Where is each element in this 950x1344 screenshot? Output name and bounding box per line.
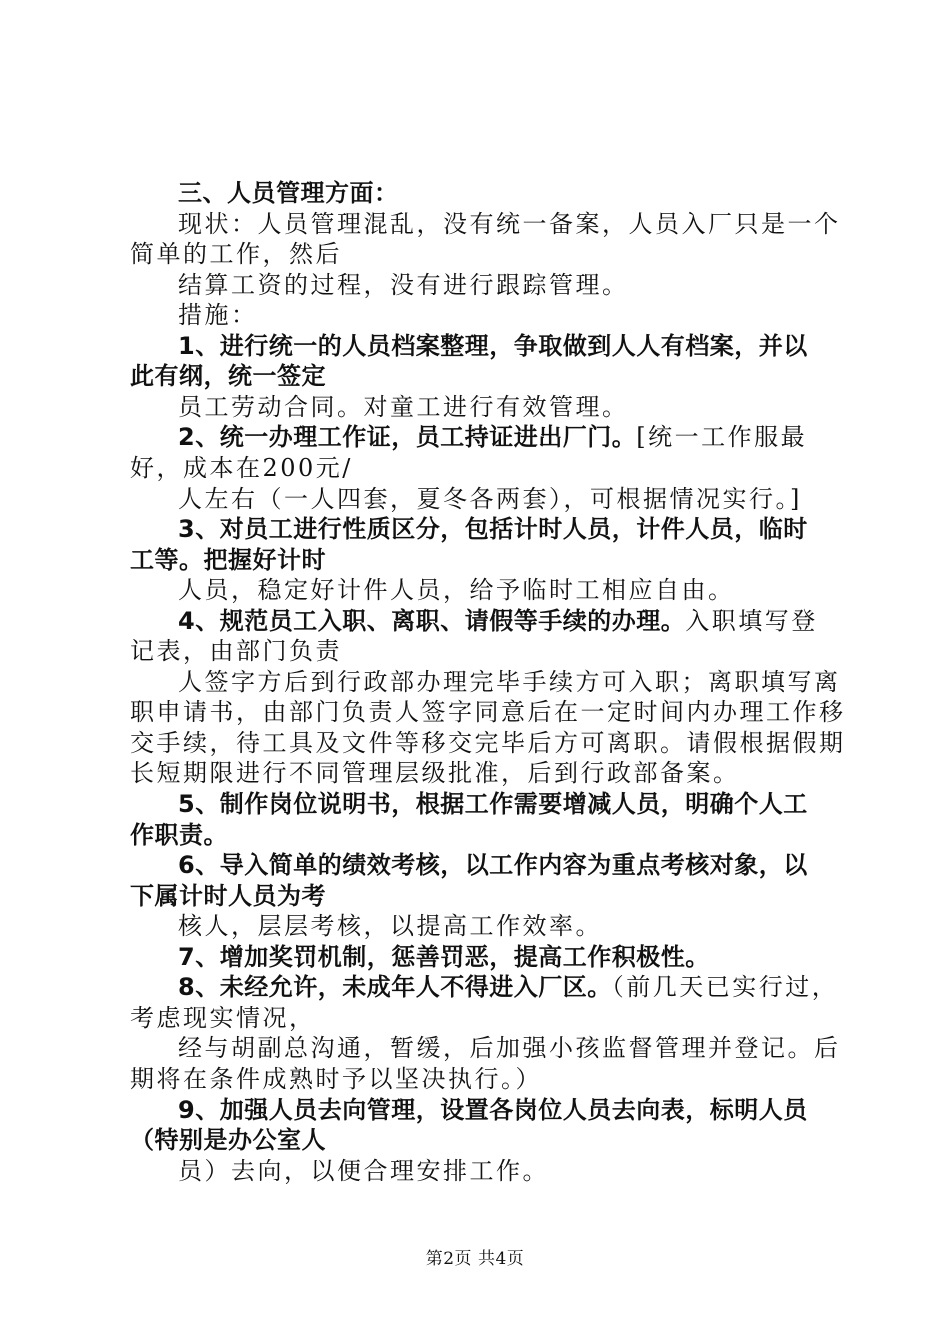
text-line: [130, 544, 326, 576]
text-line: [130, 1063, 542, 1095]
bold-text: 作职责。: [130, 820, 228, 849]
text-line: [130, 238, 342, 270]
text-line: [178, 1032, 841, 1064]
body-text: 记表，由部门负责: [130, 637, 342, 666]
text-line: [130, 1124, 326, 1156]
body-text: 措施：: [178, 301, 258, 330]
bold-text: 此有纲，统一签定: [130, 362, 326, 391]
body-text: 核人，层层考核，以提高工作效率。: [178, 912, 602, 941]
text-line: [178, 483, 802, 515]
bold-text: 工等。把握好计时: [130, 545, 326, 574]
text-line: [130, 819, 228, 851]
text-line: [178, 330, 808, 362]
body-text: 人签字方后到行政部办理完毕手续方可入职；离职填写离: [178, 667, 841, 696]
body-text: 好，成本在200元/: [130, 453, 353, 482]
bold-text: 三、人员管理方面：: [178, 179, 399, 207]
text-line: [178, 1155, 549, 1187]
text-line: [130, 635, 342, 667]
body-text: 人员，稳定好计件人员，给予临时工相应自由。: [178, 576, 735, 605]
body-text: 入职填写登: [685, 606, 818, 635]
text-line: [178, 666, 841, 698]
body-text: 员工劳动合同。对童工进行有效管理。: [178, 392, 629, 421]
body-text: 交手续，待工具及文件等移交完毕后方可离职。请假根据假期: [130, 728, 846, 757]
body-text: 简单的工作，然后: [130, 240, 342, 269]
text-line: [178, 788, 808, 820]
text-line: [178, 574, 735, 606]
bold-text: （特别是办公室人: [130, 1126, 326, 1155]
body-text: 期将在条件成熟时予以坚决执行。）: [130, 1064, 542, 1093]
body-text: [统一工作服最: [636, 423, 808, 452]
bold-text: 下属计时人员为考: [130, 881, 326, 910]
body-text: 人左右（一人四套，夏冬各两套），可根据情况实行。]: [178, 484, 802, 513]
body-text: 考虑现实情况，: [130, 1003, 316, 1032]
text-line: [130, 452, 353, 484]
text-line: [178, 177, 399, 209]
bold-text: 8、未经允许，未成年人不得进入厂区。: [178, 973, 612, 1002]
text-line: [178, 941, 710, 973]
text-line: [130, 880, 326, 912]
text-line: [178, 910, 602, 942]
text-line: [178, 971, 838, 1003]
text-line: [130, 1002, 316, 1034]
body-text: 员）去向，以便合理安排工作。: [178, 1156, 549, 1185]
text-line: [130, 360, 326, 392]
text-line: [178, 208, 841, 240]
body-text: 现状：人员管理混乱，没有统一备案，人员入厂只是一个: [178, 209, 841, 238]
bold-text: 6、导入简单的绩效考核，以工作内容为重点考核对象，以: [178, 851, 808, 880]
bold-text: 7、增加奖罚机制，惩善罚恶，提高工作积极性。: [178, 942, 710, 971]
text-line: [178, 849, 808, 881]
bold-text: 9、加强人员去向管理，设置各岗位人员去向表，标明人员: [178, 1095, 808, 1124]
text-line: [178, 299, 258, 331]
text-line: [178, 421, 807, 453]
text-line: [178, 1094, 808, 1126]
body-text: 长短期限进行不同管理层级批准，后到行政部备案。: [130, 759, 740, 788]
bold-text: 4、规范员工入职、离职、请假等手续的办理。: [178, 606, 686, 635]
bold-text: 2、统一办理工作证，员工持证进出厂门。: [178, 423, 637, 452]
text-line: [178, 391, 629, 423]
body-text: 职申请书，由部门负责人签字同意后在一定时间内办理工作移: [130, 698, 846, 727]
text-line: [178, 605, 818, 637]
bold-text: 3、对员工进行性质区分，包括计时人员，计件人员，临时: [178, 515, 808, 544]
text-line: [130, 696, 846, 728]
body-text: 结算工资的过程，没有进行跟踪管理。: [178, 270, 629, 299]
text-line: [130, 727, 846, 759]
text-line: [130, 757, 740, 789]
page-footer: 第2页 共4页: [425, 1249, 525, 1269]
body-text: （前几天已实行过，: [611, 973, 839, 1002]
bold-text: 5、制作岗位说明书，根据工作需要增减人员，明确个人工: [178, 790, 808, 818]
bold-text: 1、进行统一的人员档案整理，争取做到人人有档案，并以: [178, 331, 808, 360]
body-text: 经与胡副总沟通，暂缓，后加强小孩监督管理并登记。后: [178, 1034, 841, 1063]
text-line: [178, 269, 629, 301]
text-line: [178, 513, 808, 545]
